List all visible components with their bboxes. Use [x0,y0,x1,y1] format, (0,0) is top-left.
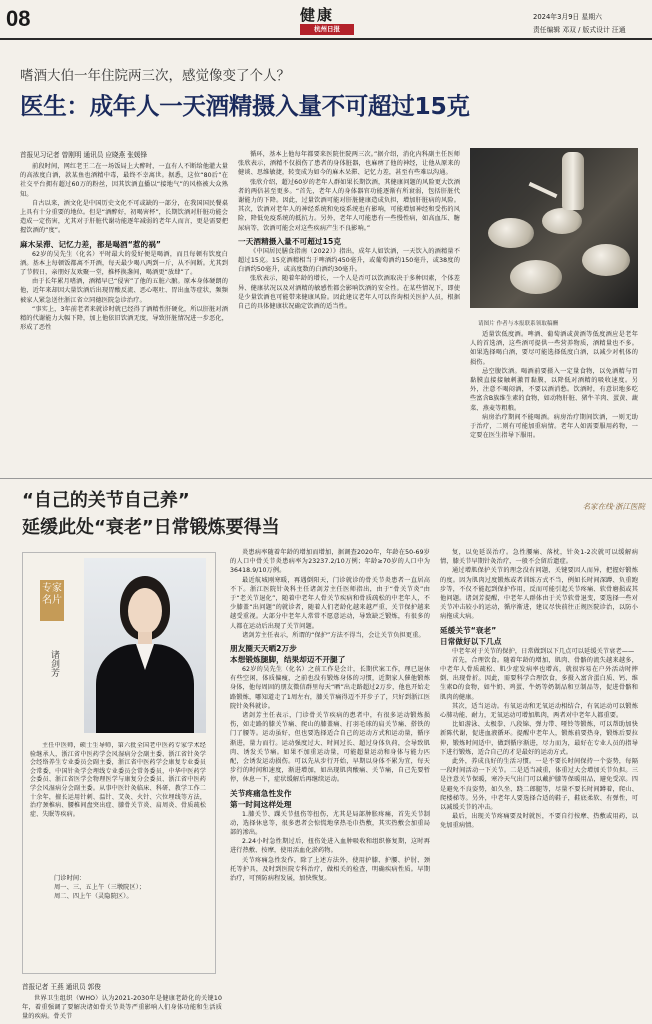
article1-subhead-2: 一天酒精摄入量不可超过15克 [238,236,342,246]
article2-column-3 [440,548,638,1020]
clinic-line: 周二、四上午（灵隐院区）。 [54,893,133,900]
paragraph: 炎患病率随着年龄的增加而增加，据调查2020年，年龄在50-69岁的人口中骨关节炎患病率为23237.2/10万例；年龄≥70岁的人口中为36418.9/10万例。 [230,549,430,575]
paragraph: 中老年对于关节的保护，日常做到以下几点可以延缓关节衰老—— [452,647,635,655]
article2-column-2 [230,548,430,1020]
paragraph: 自古以来，酒文化是中国历史文化不可或缺的一部分，在我国国民餐桌上具有十分重要的地位。但是“酒醉好，初喝害杯”，长期饮酒对肝脏功能会造成一定伤害，尤其对于肝脏代谢功能逐年减弱的老年人而言，更是需要把握饮酒的“度”。 [20,199,228,235]
paragraph: 张欣表示，随着年龄的增长，一个人是否可以饮酒取决于多种因素，个体差异、健康状况以及对酒精的敏感性都会影响饮酒的安全性。在某些情况下，即使是少量饮酒也可能带来健康风险。因此建议老年人可以咨询相关医护人员，根据自己的具体健康状况确定饮酒的适当性。 [238,275,460,311]
article2-headline-line1: “自己的关节自己养” [22,490,190,511]
paragraph: 其次，适当运动。有氧运动和无氧运动相结合，有氧运动可以锻炼心肺功能、耐力，无氧运动可增加肌肉，两者对中老年人都重要。 [440,702,638,720]
paragraph: 通过增肌保护关节的理念没有问题，关键要因人而异，把握好锻炼的度。因为肌肉过度锻炼或者训练方式不当，例如长时间深蹲、负重跑步等，不仅不能起到保护作用，反而可能引起关节疼痛、软骨磨损或其他问题。诸剑芳提醒，中老年人群体由于关节软骨退变，要选择一些对关节冲击较小的运动，循序渐进，建议尽快前往正规医院诊治，以防小病拖成大病。 [440,567,638,621]
article1-headline: 医生：成年人一天酒精摄入量不可超过15克 [20,92,470,120]
paragraph: 比如游泳、太极拳、八段锦、弹力带、哑铃等锻炼，可以帮助加快新陈代谢，促进血液循环。提醒中老年人，锻炼前要热身，锻炼后要拉伸，锻炼时间适中，做到循序渐进，尽力而为，最好在专业人员的指导下进行锻炼，适合自己的才是最好的运动方式。 [440,721,638,756]
expert-bio-text: 主任中医师，硕士生导师，第六批全国老中医药专家学术经验继承人，浙江省中医药学会风湿病分会副主委、浙江省针灸学会经络养生专业委员会副主委，浙江省中医药学会康复专业委员会常委，中国针灸学会埋线专业委员会常务委员，中华中医药学会委员、浙江省医学会物理医学与康复分会委员、浙江省中医药学会风湿病分会副主委。从事中医针灸临床、科研、教学工作二十余年，擅长运用针刺、温针、艾灸、火针、穴位埋线等方法，治疗颈椎病、腰椎间盘突出症、膝骨关节炎、肩周炎、骨质疏松症、失眠等疾病。 [30,742,206,818]
article2-subhead-1: 朋友圈天天晒2万步 [230,644,297,654]
paragraph: 忌空腹饮酒。喝酒前要摄入一定量食物，以免酒精与胃黏膜直接接触刺激胃黏膜，以降低对酒精的吸收速度。另外，注意不喝闷酒，不要以酒消愁。饮酒时，有意识地多吃些富含B族维生素的食物，如动物肝脏、猪牛羊肉、蛋黄、蔬菜、燕麦等粗粮。 [470,367,638,412]
paragraph: 世界卫生组织（WHO）认为2021-2030年是健康老龄化的关键10年，着重强调了要解决诸如骨关节炎等严重影响人们身体功能和生活质量的疾病。骨关节 [22,995,222,1021]
paragraph: 关节疼痛急性发作，除了上述方法外，使用护膝、护腰、护肘、颈托等护具，及时到医院专科治疗，做相关的检查，明确疾病性质。早期治疗，可预防病程发展，加快恢复。 [230,856,430,883]
article2-subhead-3b: 日常做好以下几点 [440,636,502,646]
paragraph: 《中国居民膳食指南（2022）》指出，成年人如饮酒，一天饮入的酒精量不超过15克。15克酒精相当于啤酒约450毫升，或葡萄酒约150毫升，或38度的白酒约50毫升，或高度数的白酒约30毫升。 [238,247,460,274]
paragraph: 62岁的吴先生（化名）平时最大的爱好便是喝酒，而且每顿有饮度白酒。基本上每顿饭都离不开酒，每天最少喝八两到一斤，从不间断。尤其到了节假日，亲朋好友欢聚一堂，推杯换盏间，喝酒更“放肆”了。 [20,250,228,277]
paragraph: 病房治疗期间不能喝酒。病房治疗期间饮酒，一则无助于治疗，二则有可能加重病情。老年人如需要服用药物，一定要在医生指导下服用。 [470,413,638,440]
masthead-rule [0,38,652,40]
article2-byline: 首报记者 王燕 通讯员 郭俊 [22,983,101,991]
paragraph: 适量饮低度酒。啤酒、葡萄酒或黄酒等低度酒应是老年人的首选酒，这些酒可提供一些营养物质，酒精量也不多。如果选择喝白酒，要尽可能选择低度白酒，以减少对机体的损伤。 [470,331,638,366]
article1-subhead-1: 麻木呆滞、记忆力差，都是喝酒“惹的祸” [20,239,161,249]
article2-subhead-2: 关节疼痛急性发作 [230,788,292,798]
article1-byline: 首报见习记者 曾刚明 通讯员 应晓燕 张媛锋 [20,151,148,159]
expert-bio [30,742,206,868]
paragraph: 1.膝关节、踝关节扭伤等扭伤，尤其是局部肿胀疼痛，首先关节制动，选择休息等，很多患者会惊慌地拿热毛巾热敷，其实热敷会加重局部的渗出。 [230,810,430,837]
paragraph: 诸剑芳主任表示，门诊骨关节疾病的患者中，有很多运动锻炼损伤，如走路的膝关节痛、爬山的膝盖痛、打羽毛球的肩关节痛、搭铁的门了腰等。运动虽好，但也要选择适合自己的运动方式和运动量，循序渐进，量力而行。运动强度过大、时间过长、超过身体负荷，会导致肌肉、诱发关节痛。如果不加重运动量，可能超量运动和身体与能力匹配，会诱发运动损伤。可以先从步行开始，早期以身体不累为宜，每天步行的时间和速度，渐进增加，如出现肌肉酸痛、关节痛，自己先要暂停，休息一下，症状缓解后再继续运动。 [230,712,430,784]
paragraph: “事实上，3年前老者来就诊时就已经得了酒精性肝硬化，所以肝脏对酒精的代谢能力大幅下降，加上他依旧饮酒无度，导致肝脏情况进一步恶化，形成了恶性 [20,305,228,332]
clinic-hours [54,874,204,904]
photo-caption: 请图片 作者与本报联系领取稿酬 [478,321,559,327]
article1-column-1 [20,162,228,467]
paragraph: 最近航城刚寒暖，再遇倒阳天，门诊就诊的骨关节炎患者一直居高不下。浙江医院针灸科主任诸剑芳主任医师指出，由于“骨关节炎”由于“老关节退化”，随着中老年人骨关节疾病和骨质疏松的中老年人，不少膝盖“出问题”的就诊者，随着人们老龄化越来越严重，关节保护越来越受重视。大部分中老年人常常不愿意运动，导致缺乏锻炼，有很多的人都在运动后出现了关节问题。 [230,576,430,630]
article1-kicker: 嗜酒大伯一年住院两三次，感觉像变了个人？ [20,68,290,84]
column-badge: 名家在线·浙江医院 [582,502,645,511]
expert-portrait [84,558,206,733]
paragraph: 张欣介绍，超过60岁的老年人群如果长期饮酒，其健康问题的风险更大饮酒者的两倍甚至更多。“首先，老年人的身体器官功能逐渐有所衰弱，包括肝脏代谢能力的下降。因此，过量饮酒可能对肝脏健康造成负担，增加肝脏病的风险。其次，饮酒对老年人的神经系统和免疫系统也有影响，可能增加神经和受伤的风险，降低免疫系统的抵抗力。另外，老年人可能患有一些慢性病，如高血压、糖尿病等，饮酒可能会对这些疾病产生不良影响。” [238,178,460,232]
paragraph: 由于长年累月嗜酒，酒精早已“侵害”了他的五脏六腑。原本身体硬朗的他，近年来却因大量饮酒后出现胃酸反流、恶心呕吐、胃出血等症状，频频被家人紧急送往浙江省立同德医院急诊治疗。 [20,278,228,304]
paragraph: 此外，养成良好的生活习惯。一是不要长时间保持一个姿势，每隔一段时间活动一下关节。二是适当减重，体重过大会增加关节负担。三是注意关节保暖，寒冷天气出门可以戴护膝等保暖用品，避免受凉。四是避免不良姿势，如久坐、跷二郎腿等，尽量不要长时间蹲着，爬山、爬楼梯等。另外，中老年人要选择合适的鞋子，鞋底柔软、有弹性，可以减缓关节的冲击。 [440,758,638,812]
clinic-title: 门诊时间： [54,875,86,882]
article2-subhead-2b: 第一时间这样处理 [230,799,292,809]
article2-subhead-3: 延缓关节“衰老” [440,625,497,635]
editor-line: 责任编辑 邓双 / 版式设计 汪通 [533,26,626,34]
expert-name: 诸剑芳 [49,650,59,677]
liquor-cups-photo [470,148,638,308]
article2-column-1 [22,994,222,1022]
paragraph: 62岁的吴先生（化名）之前工作是会计，长期伏案工作，理已退休有些空闲，体质偏瘦，之前也没有锻炼身体的习惯，近期家人催他锻炼身体，他每周固的朋友微信群里每天“晒”出走路超过2万步，他也开始走路锻炼，哪知道走了1周左右，膝关节痛得迈不开步子了，只好到浙江医院针灸科就诊。 [230,666,430,710]
paragraph: 最后，出现关节疼痛要及时就医，不要自行按摩、热敷或用药，以免加重病情。 [440,813,638,830]
newspaper-tag: 杭州日报 [300,24,354,35]
paragraph: 2.24小时急性期过后，扭伤处进入血肿吸收和组织修复期，这时再进行热敷、按摩，使用活血化淤药物。 [230,838,430,855]
expert-label: 专家名片 [40,580,64,621]
paragraph: 诸剑芳主任表示，所谓的“保护”方法不得当，会让关节负担更重。 [242,631,425,639]
article2-subhead-1b: 本想锻炼腿脚，结果却迈不开腿了 [230,655,346,665]
section-divider [0,478,652,479]
article1-column-2 [238,150,460,468]
clinic-line: 周一、三、五上午（三墩院区）； [54,884,146,891]
paragraph: 循环，基本上他每年都要来医院住院两三次。”据介绍，消化内科副主任医师张欣表示，酒精不仅损伤了患者的身体脏器，也麻痹了他的神经，让他从原来的健谈、思维敏捷，转变成为如今的麻木呆滞、记忆力差，甚至有些难以沟通。 [238,151,460,177]
paragraph: 前段时间，网红老王二在一场饭局上大醉时，一直有人不断给他灌大量的高浓度白酒，款某鱼也酒精中毒，最终不幸离世。据悉，这位“80后”在社交平台拥有超过60万的粉丝，因其饮酒直播以“接地气”的风格被大众熟知。 [20,163,228,198]
article1-column-3 [470,330,638,470]
date-line: 2024年3月9日 星期六 [533,13,602,21]
article2-headline-line2: 延缓此处“衰老”日常锻炼要得当 [22,517,280,538]
paragraph: 首先，合理饮食。随着年龄的增加，肌肉、骨骼的流失越来越多，中老年人骨质疏松、肌少症发病率也增高，就很容易在户外活动时摔倒、出现骨折。因此，需要科学合理饮食，多摄入富含蛋白质、钙、维生素D的食物，如牛奶、鸡蛋、牛奶等奶制品和豆制品等，促进骨骼和肌肉的健康。 [440,656,638,701]
paragraph: 复，以免延误治疗。急性腰痛、落枕，针灸1-2次就可以缓解病情，膝关节早期针灸治疗，一般不会留后遗症。 [440,549,638,566]
page-number: 08 [6,6,31,31]
section-title: 健康 [300,6,335,24]
